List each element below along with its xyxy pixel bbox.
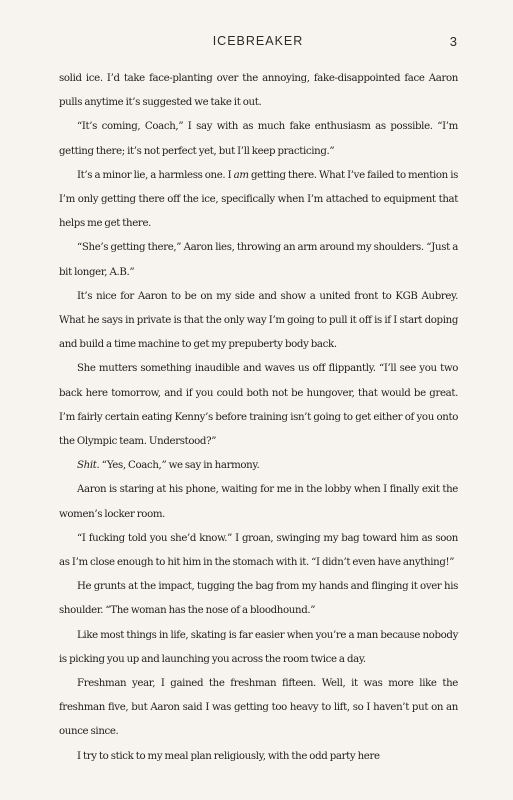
text-run: Freshman year, I gained the freshman fifteen. Well, it was more like the freshman five, but Aaron said I was getting too heavy to lift, so I haven’t put on an ounce since.	[59, 678, 458, 738]
paragraph	[59, 236, 458, 284]
text-run: “Yes, Coach,” we say in harmony.	[99, 460, 260, 472]
paragraph	[59, 454, 458, 478]
paragraph	[59, 745, 458, 769]
text-run: Like most things in life, skating is far easier when you’re a man because nobody is picking you up and launching you across the room twice a day.	[59, 629, 458, 665]
paragraph	[59, 115, 458, 163]
page-header	[59, 34, 457, 52]
text-run: She mutters something inaudible and waves us off flippantly. “I’ll see you two back here tomorrow, and if you could both not be hungover, that would be great. I’m fairly certain eating Kenny’s before training isn’t going to get either of you onto the Olympic team. Understood?”	[59, 363, 458, 448]
page-number: 3	[449, 34, 457, 49]
text-run: “She’s getting there,” Aaron lies, throwing an arm around my shoulders. “Just a bit longer, A.B.”	[59, 242, 458, 278]
text-run: getting there. What I’ve failed to mention is I’m only getting there off the ice, specifically when I’m attached to equipment that helps me get there.	[59, 169, 458, 230]
body-text	[59, 67, 458, 769]
paragraph	[59, 478, 458, 526]
paragraph	[59, 575, 458, 623]
text-run: “It’s coming, Coach,” I say with as much fake enthusiasm as possible. “I’m getting there; it’s not perfect yet, but I’ll keep practicing.”	[59, 121, 458, 157]
paragraph	[59, 624, 458, 672]
text-run: solid ice. I’d take face-planting over the annoying, fake-disappointed face Aaron pulls anytime it’s suggested we take it out.	[59, 73, 458, 109]
paragraph	[59, 357, 458, 454]
paragraph	[59, 164, 458, 237]
text-run: I try to stick to my meal plan religiously, with the odd party here	[77, 750, 380, 762]
paragraph	[59, 527, 458, 575]
paragraph	[59, 672, 458, 745]
text-run: Aaron is staring at his phone, waiting for me in the lobby when I finally exit the women’s locker room.	[59, 484, 458, 520]
italic-text-run: am	[233, 169, 249, 181]
text-run: He grunts at the impact, tugging the bag from my hands and flinging it over his shoulder. “The woman has the nose of a bloodhound.”	[59, 581, 458, 617]
text-run: It’s a minor lie, a harmless one. I	[77, 169, 234, 181]
text-run: It’s nice for Aaron to be on my side and show a united front to KGB Aubrey. What he says in private is that the only way I’m going to pull it off is if I start doping and build a time machine to get my prepuberty body back.	[59, 290, 458, 351]
paragraph	[59, 67, 458, 115]
italic-text-run: Shit.	[77, 460, 100, 472]
paragraph	[59, 285, 458, 358]
text-run: “I fucking told you she’d know.” I groan, swinging my bag toward him as soon as I’m close enough to hit him in the stomach with it. “I didn’t even have anything!”	[59, 532, 458, 569]
running-title: ICEBREAKER	[212, 34, 304, 48]
